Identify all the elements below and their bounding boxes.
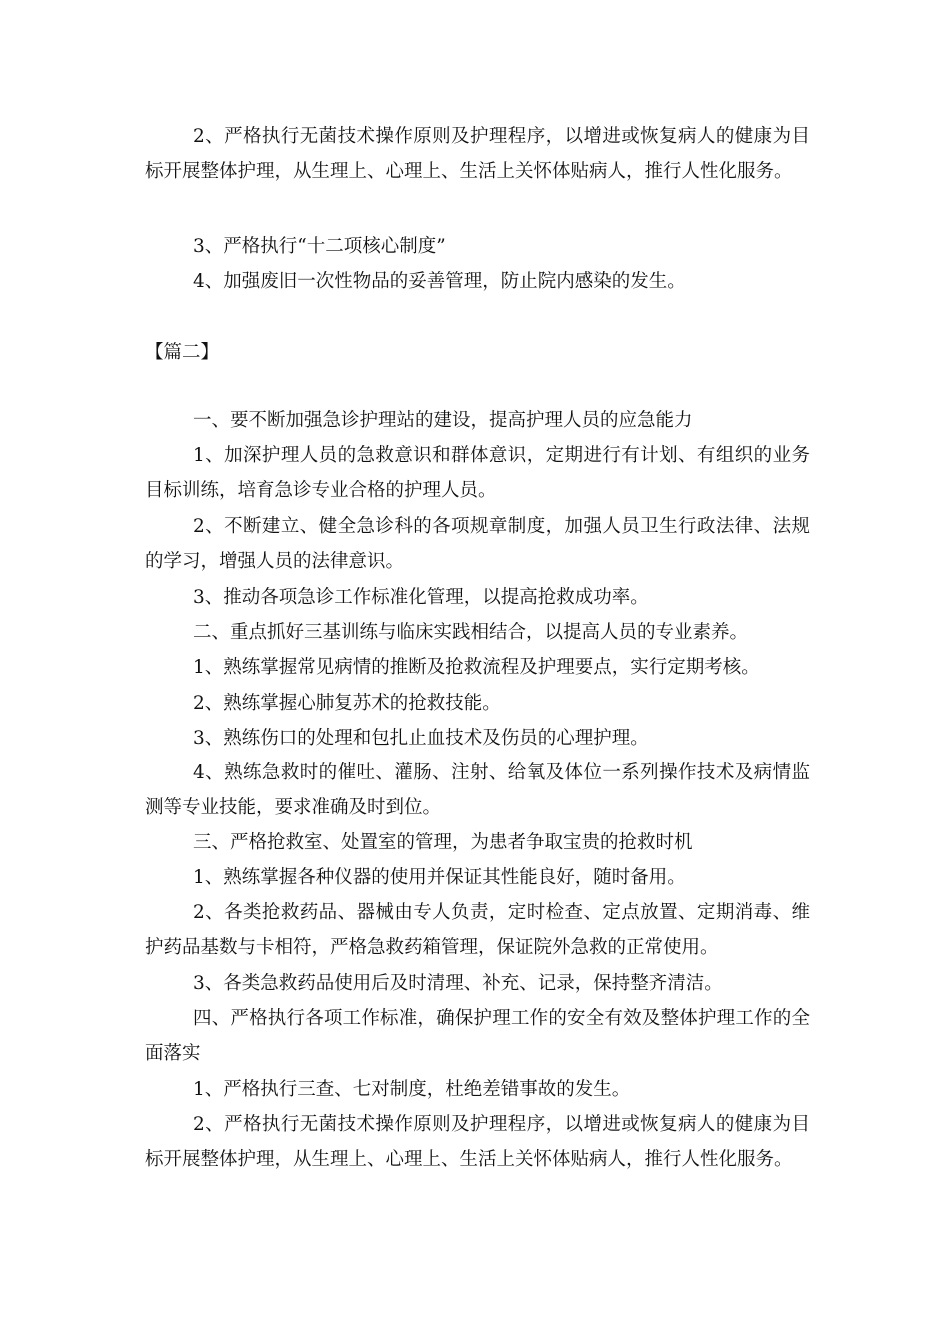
paragraph: 四、严格执行各项工作标准，确保护理工作的安全有效及整体护理工作的全面落实: [145, 1008, 810, 1064]
paragraph: 2、熟练掌握心肺复苏术的抢救技能。: [193, 693, 501, 714]
paragraph: 2、不断建立、健全急诊科的各项规章制度，加强人员卫生行政法律、法规的学习，增强人员的法律意识。: [145, 516, 810, 572]
paragraph: 2、严格执行无菌技术操作原则及护理程序，以增进或恢复病人的健康为目标开展整体护理，从生理上、心理上、生活上关怀体贴病人，推行人性化服务。: [145, 1114, 810, 1170]
paragraph: 2、严格执行无菌技术操作原则及护理程序，以增进或恢复病人的健康为目标开展整体护理，从生理上、心理上、生活上关怀体贴病人，推行人性化服务。: [145, 126, 810, 182]
paragraph: 3、推动各项急诊工作标准化管理，以提高抢救成功率。: [193, 587, 649, 608]
paragraph: 3、熟练伤口的处理和包扎止血技术及伤员的心理护理。: [193, 728, 649, 749]
paragraph: 3、严格执行“十二项核心制度”: [193, 236, 446, 257]
paragraph: 一、要不断加强急诊护理站的建设，提高护理人员的应急能力: [193, 410, 693, 431]
paragraph: 4、熟练急救时的催吐、灌肠、注射、给氧及体位一系列操作技术及病情监测等专业技能，要求准确及时到位。: [145, 762, 810, 818]
paragraph: 二、重点抓好三基训练与临床实践相结合，以提高人员的专业素养。: [193, 622, 749, 643]
paragraph: 4、加强废旧一次性物品的妥善管理，防止院内感染的发生。: [193, 271, 686, 292]
paragraph: 3、各类急救药品使用后及时清理、补充、记录，保持整齐清洁。: [193, 973, 723, 994]
paragraph: 1、熟练掌握常见病情的推断及抢救流程及护理要点，实行定期考核。: [193, 657, 760, 678]
paragraph: 1、严格执行三查、七对制度，杜绝差错事故的发生。: [193, 1079, 631, 1100]
paragraph: 三、严格抢救室、处置室的管理，为患者争取宝贵的抢救时机: [193, 832, 693, 853]
section-title: 【篇二】: [145, 342, 220, 363]
paragraph: 1、熟练掌握各种仪器的使用并保证其性能良好，随时备用。: [193, 867, 686, 888]
paragraph: 2、各类抢救药品、器械由专人负责，定时检查、定点放置、定期消毒、维护药品基数与卡相符，严格急救药箱管理，保证院外急救的正常使用。: [145, 902, 810, 958]
paragraph: 1、加深护理人员的急救意识和群体意识，定期进行有计划、有组织的业务目标训练，培育急诊专业合格的护理人员。: [145, 445, 810, 501]
